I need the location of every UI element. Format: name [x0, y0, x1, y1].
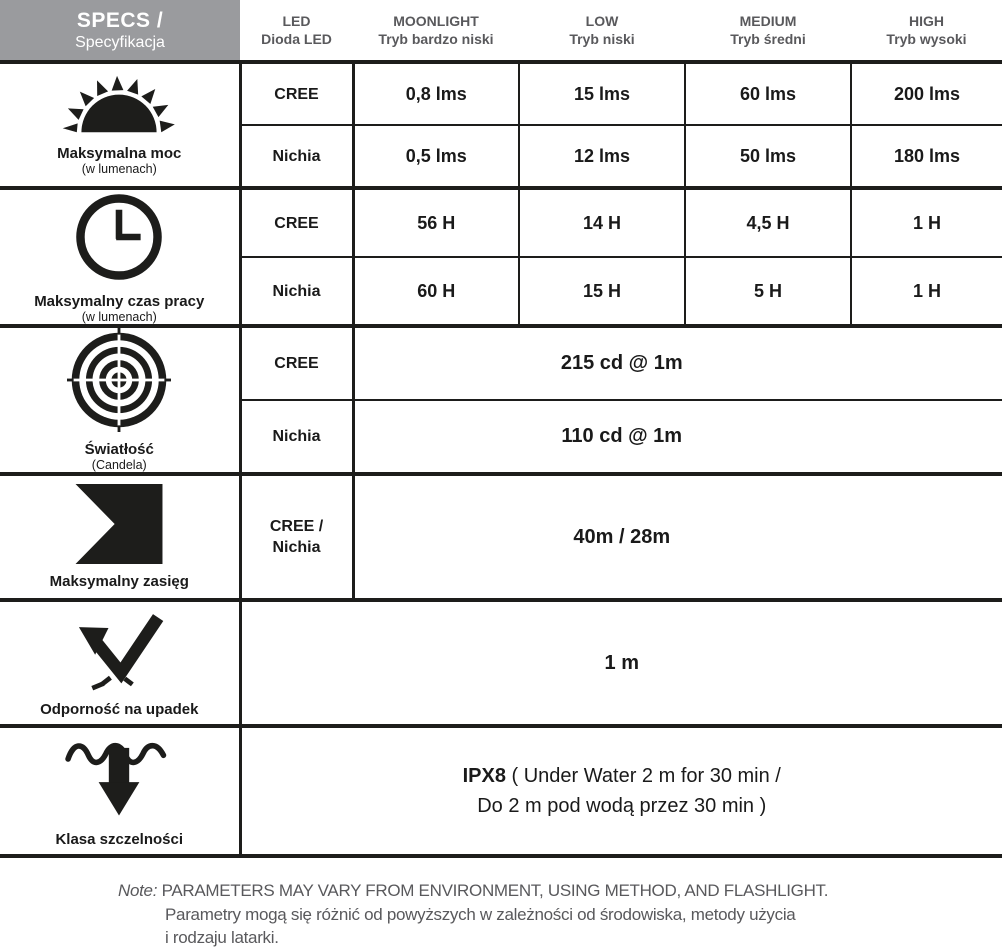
column-header-label: LOW [519, 12, 685, 30]
spec-label: Maksymalny zasięg [50, 573, 189, 590]
value-cell: 200 lms [851, 62, 1002, 125]
led-cell: CREE [240, 62, 353, 125]
row-runtime-cree [0, 188, 1002, 257]
spec-label: Światłość [85, 441, 154, 458]
merged-value-cell [240, 726, 1002, 856]
spec-sublabel: (Candela) [85, 458, 154, 472]
row-waterproof-rating [0, 726, 1002, 856]
value-cell: 15 lms [519, 62, 685, 125]
column-header-label: HIGH [851, 12, 1002, 30]
column-header-high [851, 0, 1002, 62]
spec-cell-candela [0, 326, 240, 474]
waterproof-icon [62, 734, 176, 822]
footnote-line1 [118, 879, 1002, 903]
value-cell: 56 H [353, 188, 519, 257]
value-cell: 0,5 lms [353, 125, 519, 188]
drop-impact-icon [65, 608, 173, 692]
target-icon [67, 328, 171, 432]
footnote-line3: i rodzaju latarki. [118, 926, 1002, 950]
ipx-line1-rest: ( Under Water 2 m for 30 min / [506, 765, 781, 787]
merged-value-cell: 215 cd @ 1m [353, 326, 1002, 400]
merged-value-cell: 1 m [240, 600, 1002, 726]
value-cell: 50 lms [685, 125, 851, 188]
value-cell: 5 H [685, 257, 851, 326]
row-max-range [0, 474, 1002, 600]
column-header-label: MOONLIGHT [353, 12, 519, 30]
row-max-power-cree [0, 62, 1002, 125]
value-cell: 180 lms [851, 125, 1002, 188]
led-cell [240, 474, 353, 600]
spec-label: Odporność na upadek [40, 701, 198, 718]
column-header-low [519, 0, 685, 62]
specs-subtitle: Specyfikacja [75, 33, 165, 53]
led-cell: CREE [240, 188, 353, 257]
specs-header-cell [0, 0, 240, 62]
value-cell: 14 H [519, 188, 685, 257]
value-cell: 15 H [519, 257, 685, 326]
value-cell: 12 lms [519, 125, 685, 188]
footnote [118, 879, 1002, 950]
led-cell: Nichia [240, 257, 353, 326]
ipx-line2: Do 2 m pod wodą przez 30 min ) [242, 791, 1002, 821]
column-header-led [240, 0, 353, 62]
column-header-sublabel: Tryb wysoki [851, 30, 1002, 48]
column-header-sublabel: Dioda LED [240, 30, 353, 48]
spec-cell-drop-resistance [0, 600, 240, 726]
footnote-line2: Parametry mogą się różnić od powyższych w zależności od środowiska, metody użycia [118, 903, 1002, 927]
column-header-medium [685, 0, 851, 62]
footnote-prefix: Note: [118, 881, 157, 900]
ipx-line1 [242, 761, 1002, 791]
flag-icon [75, 484, 163, 564]
row-drop-resistance [0, 600, 1002, 726]
column-header-label: LED [240, 12, 353, 30]
led-cell-line2: Nichia [242, 537, 352, 558]
led-cell: Nichia [240, 125, 353, 188]
column-header-sublabel: Tryb bardzo niski [353, 30, 519, 48]
spec-sublabel: (w lumenach) [57, 162, 181, 176]
value-cell: 1 H [851, 188, 1002, 257]
specs-header-box [0, 0, 240, 60]
led-cell: Nichia [240, 400, 353, 474]
spec-cell-max-power [0, 62, 240, 188]
spec-cell-runtime [0, 188, 240, 326]
spec-label: Maksymalny czas pracy [34, 293, 204, 310]
merged-value-cell: 110 cd @ 1m [353, 400, 1002, 474]
clock-icon [72, 190, 166, 284]
led-cell-line1: CREE / [242, 516, 352, 537]
value-cell: 60 lms [685, 62, 851, 125]
value-cell: 1 H [851, 257, 1002, 326]
spec-cell-waterproof [0, 726, 240, 856]
row-candela-cree [0, 326, 1002, 400]
specs-title: SPECS / [77, 8, 163, 33]
merged-value-cell: 40m / 28m [353, 474, 1002, 600]
led-cell: CREE [240, 326, 353, 400]
footnote-line1-text: PARAMETERS MAY VARY FROM ENVIRONMENT, USING METHOD, AND FLASHLIGHT. [157, 881, 828, 900]
value-cell: 0,8 lms [353, 62, 519, 125]
ipx-rating: IPX8 [463, 765, 506, 787]
value-cell: 4,5 H [685, 188, 851, 257]
sun-icon [60, 74, 178, 136]
column-header-label: MEDIUM [685, 12, 851, 30]
spec-label: Maksymalna moc [57, 145, 181, 162]
value-cell: 60 H [353, 257, 519, 326]
spec-sublabel: (w lumenach) [34, 310, 204, 324]
column-header-sublabel: Tryb średni [685, 30, 851, 48]
column-header-sublabel: Tryb niski [519, 30, 685, 48]
column-header-moonlight [353, 0, 519, 62]
header-row [0, 0, 1002, 62]
spec-cell-max-range [0, 474, 240, 600]
spec-label: Klasa szczelności [55, 831, 183, 848]
